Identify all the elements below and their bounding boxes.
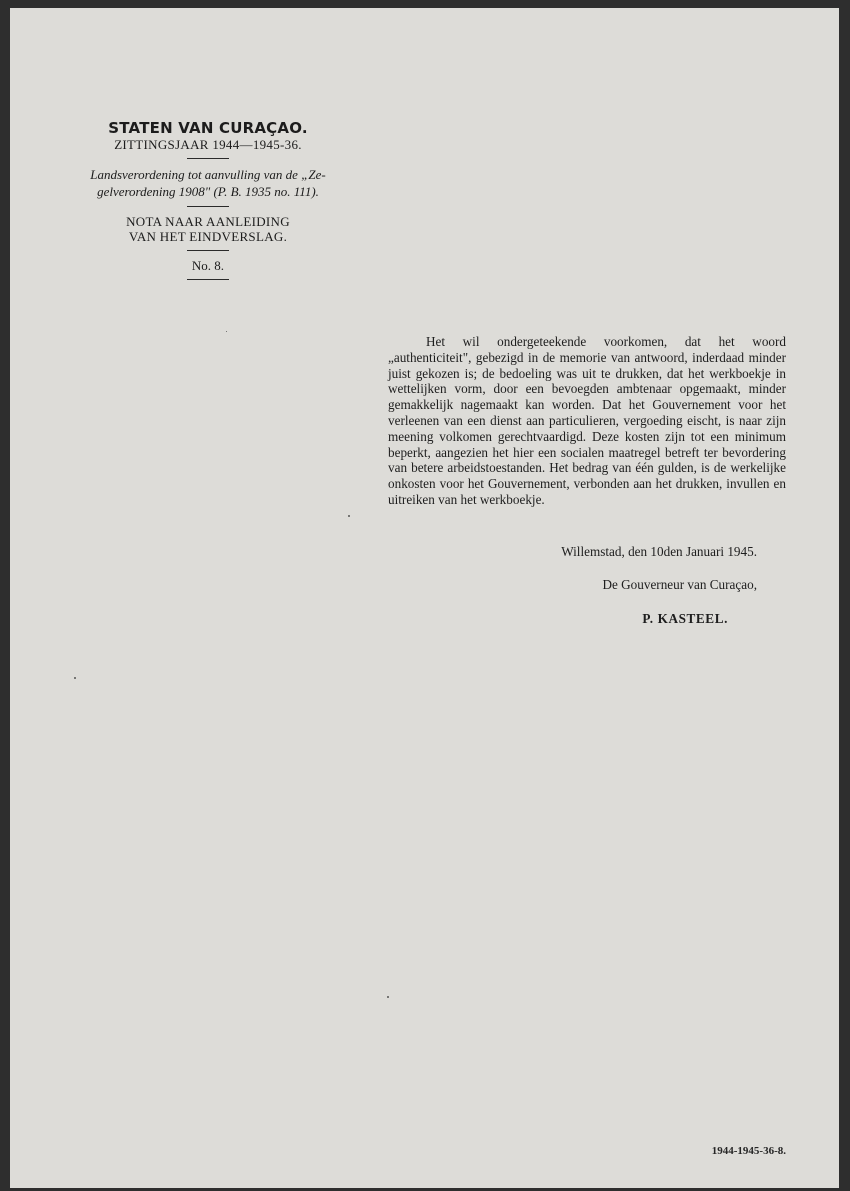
divider	[187, 206, 229, 207]
document-type	[60, 214, 356, 244]
paper-speck	[348, 515, 350, 517]
parliament-title: STATEN VAN CURAÇAO.	[108, 119, 308, 137]
document-header	[60, 119, 356, 287]
session-year: ZITTINGSJAAR 1944—1945-36.	[114, 137, 302, 152]
signatory-name: P. KASTEEL.	[642, 611, 728, 626]
bill-subject-line-1: Landsverordening tot aanvulling van de „Ze-	[90, 167, 326, 182]
body-paragraph: Het wil ondergeteekende voorkomen, dat het woord „authenticiteit", gebezigd in de memorie van antwoord, inderdaad minder juist gekozen is; de bedoeling was uit te drukken, dat het werkboekje in wettelijken vorm, door een bevoegden ambtenaar opgemaakt, minder gemakkelijk nagemaakt kan worden. Dat het Gouvernement voor het verleenen van een dienst aan particulieren, vergoeding eischt, is naar zijn meening volkomen gerechtvaardigd. Deze kosten zijn tot een minimum beperkt, aangezien het hier een socialen maatregel betreft ter bevordering van betere arbeidstoestanden. Het bedrag van één gulden, is de werkelijke onkosten voor het Gouvernement, verbonden aan het drukken, invullen en uitreiken van het werkboekje.	[388, 334, 786, 507]
paper-speck	[74, 677, 76, 679]
paper-speck	[387, 996, 389, 998]
document-type-line-1: NOTA NAAR AANLEIDING	[126, 214, 290, 229]
bill-subject-line-2: gelverordening 1908" (P. B. 1935 no. 111).	[97, 184, 319, 199]
signatory-role: De Gouverneur van Curaçao,	[602, 577, 757, 592]
document-code: 1944-1945-36-8.	[711, 1145, 786, 1157]
paper-speck	[226, 331, 227, 332]
bill-subject	[60, 166, 356, 200]
place-date: Willemstad, den 10den Januari 1945.	[561, 544, 757, 559]
divider	[187, 250, 229, 251]
divider	[187, 279, 229, 280]
document-page	[10, 8, 839, 1188]
body-text	[388, 334, 786, 508]
divider	[187, 158, 229, 159]
document-number: No. 8.	[191, 258, 225, 273]
document-type-line-2: VAN HET EINDVERSLAG.	[128, 229, 288, 244]
